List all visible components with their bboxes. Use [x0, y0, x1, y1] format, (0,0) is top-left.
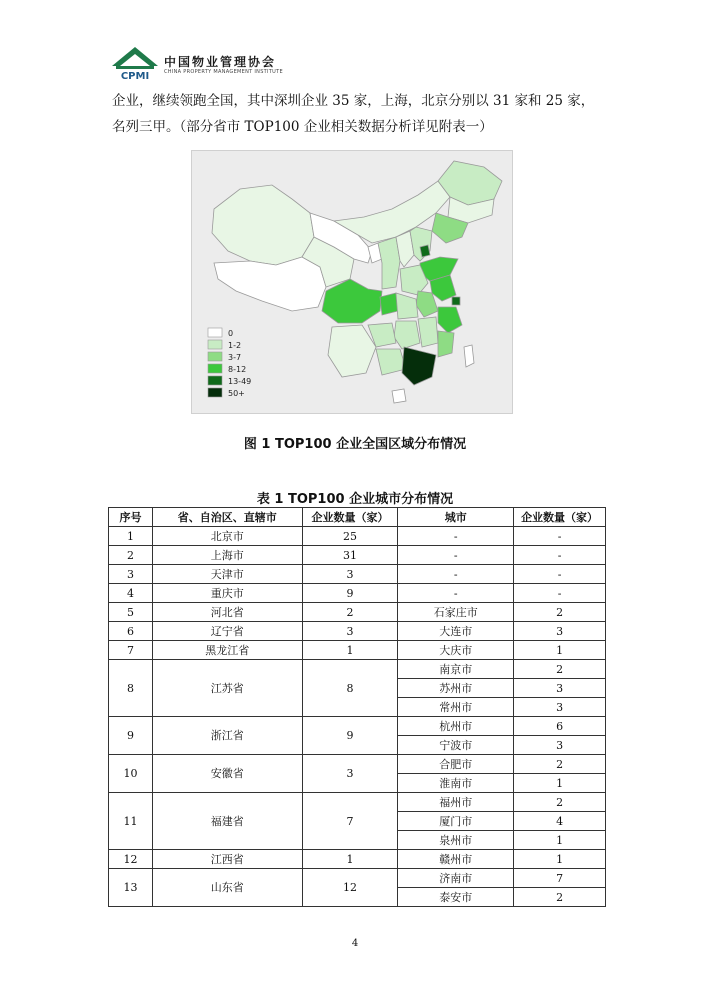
map-svg [192, 151, 512, 413]
region-hainan [392, 389, 406, 403]
cell-city: - [398, 584, 514, 603]
cell-city: 南京市 [398, 660, 514, 679]
table-row [109, 755, 606, 774]
cell-city-count: 2 [514, 793, 606, 812]
region-yunnan [328, 325, 376, 377]
cell-no: 7 [109, 641, 153, 660]
region-hubei [396, 293, 418, 319]
cell-city: 大连市 [398, 622, 514, 641]
cell-province-count: 9 [302, 717, 398, 755]
legend-label: 8-12 [228, 365, 247, 374]
cell-province: 辽宁省 [152, 622, 302, 641]
table-row [109, 717, 606, 736]
table-row [109, 641, 606, 660]
table-row [109, 603, 606, 622]
org-name-cn: 中国物业管理协会 [164, 55, 277, 69]
cell-city: - [398, 565, 514, 584]
region-shaanxi [378, 237, 400, 289]
cell-city: 厦门市 [398, 812, 514, 831]
cell-province-count: 9 [302, 584, 398, 603]
cell-province: 安徽省 [152, 755, 302, 793]
cell-province: 上海市 [152, 546, 302, 565]
table-row [109, 546, 606, 565]
cell-province-count: 3 [302, 755, 398, 793]
cell-city-count: 3 [514, 698, 606, 717]
cell-city-count: 7 [514, 869, 606, 888]
cell-city: - [398, 546, 514, 565]
cell-province: 河北省 [152, 603, 302, 622]
cell-no: 5 [109, 603, 153, 622]
region-guangxi [376, 349, 406, 375]
cell-no: 13 [109, 869, 153, 907]
cell-province: 江西省 [152, 850, 302, 869]
legend-label: 3-7 [228, 353, 242, 362]
cell-province: 天津市 [152, 565, 302, 584]
cell-province-count: 1 [302, 850, 398, 869]
table-row [109, 660, 606, 679]
cell-province: 黑龙江省 [152, 641, 302, 660]
region-tibet [214, 257, 326, 311]
region-shanghai [452, 297, 460, 305]
china-choropleth-map [191, 150, 513, 414]
cell-city: 石家庄市 [398, 603, 514, 622]
cell-city: 宁波市 [398, 736, 514, 755]
cell-city: 淮南市 [398, 774, 514, 793]
cell-no: 11 [109, 793, 153, 850]
cell-no: 10 [109, 755, 153, 793]
cell-city-count: 3 [514, 622, 606, 641]
cell-province: 福建省 [152, 793, 302, 850]
table-header-row [109, 508, 606, 527]
cell-city: 泰安市 [398, 888, 514, 907]
cell-city-count: 1 [514, 831, 606, 850]
paragraph-line: 企业，继续领跑全国，其中深圳企业 35 家，上海，北京分别以 31 家和 25 家， [112, 93, 595, 109]
cell-city-count: 2 [514, 660, 606, 679]
cell-province-count: 3 [302, 622, 398, 641]
legend-label: 50+ [228, 389, 245, 398]
page-header [110, 44, 410, 86]
cell-province-count: 1 [302, 641, 398, 660]
cell-city-count: 2 [514, 603, 606, 622]
org-name-en: CHINA PROPERTY MANAGEMENT INSTITUTE [164, 69, 283, 75]
region-zhejiang [438, 307, 462, 333]
legend-label: 13-49 [228, 377, 252, 386]
cell-province-count: 12 [302, 869, 398, 907]
cell-no: 9 [109, 717, 153, 755]
region-fujian [438, 331, 454, 357]
legend-swatch [208, 340, 222, 349]
cell-city: 赣州市 [398, 850, 514, 869]
cell-city-count: 2 [514, 755, 606, 774]
cell-province: 山东省 [152, 869, 302, 907]
region-hunan [394, 321, 420, 349]
cell-no: 3 [109, 565, 153, 584]
region-beijing [420, 245, 430, 257]
legend-swatch [208, 376, 222, 385]
table-row [109, 565, 606, 584]
cell-no: 1 [109, 527, 153, 546]
cell-province-count: 25 [302, 527, 398, 546]
cell-city-count: 6 [514, 717, 606, 736]
map-legend [208, 328, 251, 398]
cell-city-count: 4 [514, 812, 606, 831]
table-row [109, 850, 606, 869]
svg-text:CPMI: CPMI [120, 71, 150, 82]
col-header-province-count: 企业数量（家） [302, 508, 398, 527]
cell-city-count: 2 [514, 888, 606, 907]
legend-swatch [208, 388, 222, 397]
legend-label: 1-2 [228, 341, 242, 350]
table-caption: 表 1 TOP100 企业城市分布情况 [256, 492, 454, 507]
region-xinjiang [212, 185, 314, 265]
legend-swatch [208, 364, 222, 373]
cell-no: 12 [109, 850, 153, 869]
cell-city: 常州市 [398, 698, 514, 717]
cell-city: 济南市 [398, 869, 514, 888]
cell-no: 8 [109, 660, 153, 717]
cell-city-count: 3 [514, 736, 606, 755]
cpmi-logo-icon [110, 44, 160, 82]
cell-province-count: 31 [302, 546, 398, 565]
cell-city: 大庆市 [398, 641, 514, 660]
cell-city: 杭州市 [398, 717, 514, 736]
table-row [109, 584, 606, 603]
cell-province: 北京市 [152, 527, 302, 546]
city-distribution-table [108, 507, 606, 907]
table-row [109, 527, 606, 546]
region-taiwan [464, 345, 474, 367]
cell-city-count: 3 [514, 679, 606, 698]
legend-swatch [208, 328, 222, 337]
cell-city-count: 1 [514, 641, 606, 660]
cell-city-count: - [514, 565, 606, 584]
legend-swatch [208, 352, 222, 361]
region-chongqing [380, 293, 398, 315]
cell-city: 苏州市 [398, 679, 514, 698]
cell-province: 重庆市 [152, 584, 302, 603]
cell-province-count: 2 [302, 603, 398, 622]
cell-province: 江苏省 [152, 660, 302, 717]
cell-province: 浙江省 [152, 717, 302, 755]
region-guangdong [402, 347, 436, 385]
cell-city-count: - [514, 546, 606, 565]
cell-province-count: 3 [302, 565, 398, 584]
cell-city: - [398, 527, 514, 546]
col-header-city-count: 企业数量（家） [514, 508, 606, 527]
cell-city: 泉州市 [398, 831, 514, 850]
cell-city-count: - [514, 527, 606, 546]
cell-no: 4 [109, 584, 153, 603]
cell-city-count: 1 [514, 774, 606, 793]
col-header-no: 序号 [109, 508, 153, 527]
col-header-province: 省、自治区、直辖市 [152, 508, 302, 527]
cell-city-count: - [514, 584, 606, 603]
legend-label: 0 [228, 329, 234, 338]
cell-city: 福州市 [398, 793, 514, 812]
figure-caption: 图 1 TOP100 企业全国区域分布情况 [243, 437, 467, 452]
region-jiangxi [418, 317, 438, 347]
table-row [109, 869, 606, 888]
col-header-city: 城市 [398, 508, 514, 527]
cell-city-count: 1 [514, 850, 606, 869]
cell-no: 2 [109, 546, 153, 565]
page-number: 4 [351, 938, 359, 949]
table-row [109, 793, 606, 812]
body-paragraph [112, 88, 607, 140]
table-row [109, 622, 606, 641]
cell-province-count: 8 [302, 660, 398, 717]
paragraph-line: 名列三甲。（部分省市 TOP100 企业相关数据分析详见附表一） [112, 119, 493, 135]
cell-city: 合肥市 [398, 755, 514, 774]
cell-province-count: 7 [302, 793, 398, 850]
cell-no: 6 [109, 622, 153, 641]
